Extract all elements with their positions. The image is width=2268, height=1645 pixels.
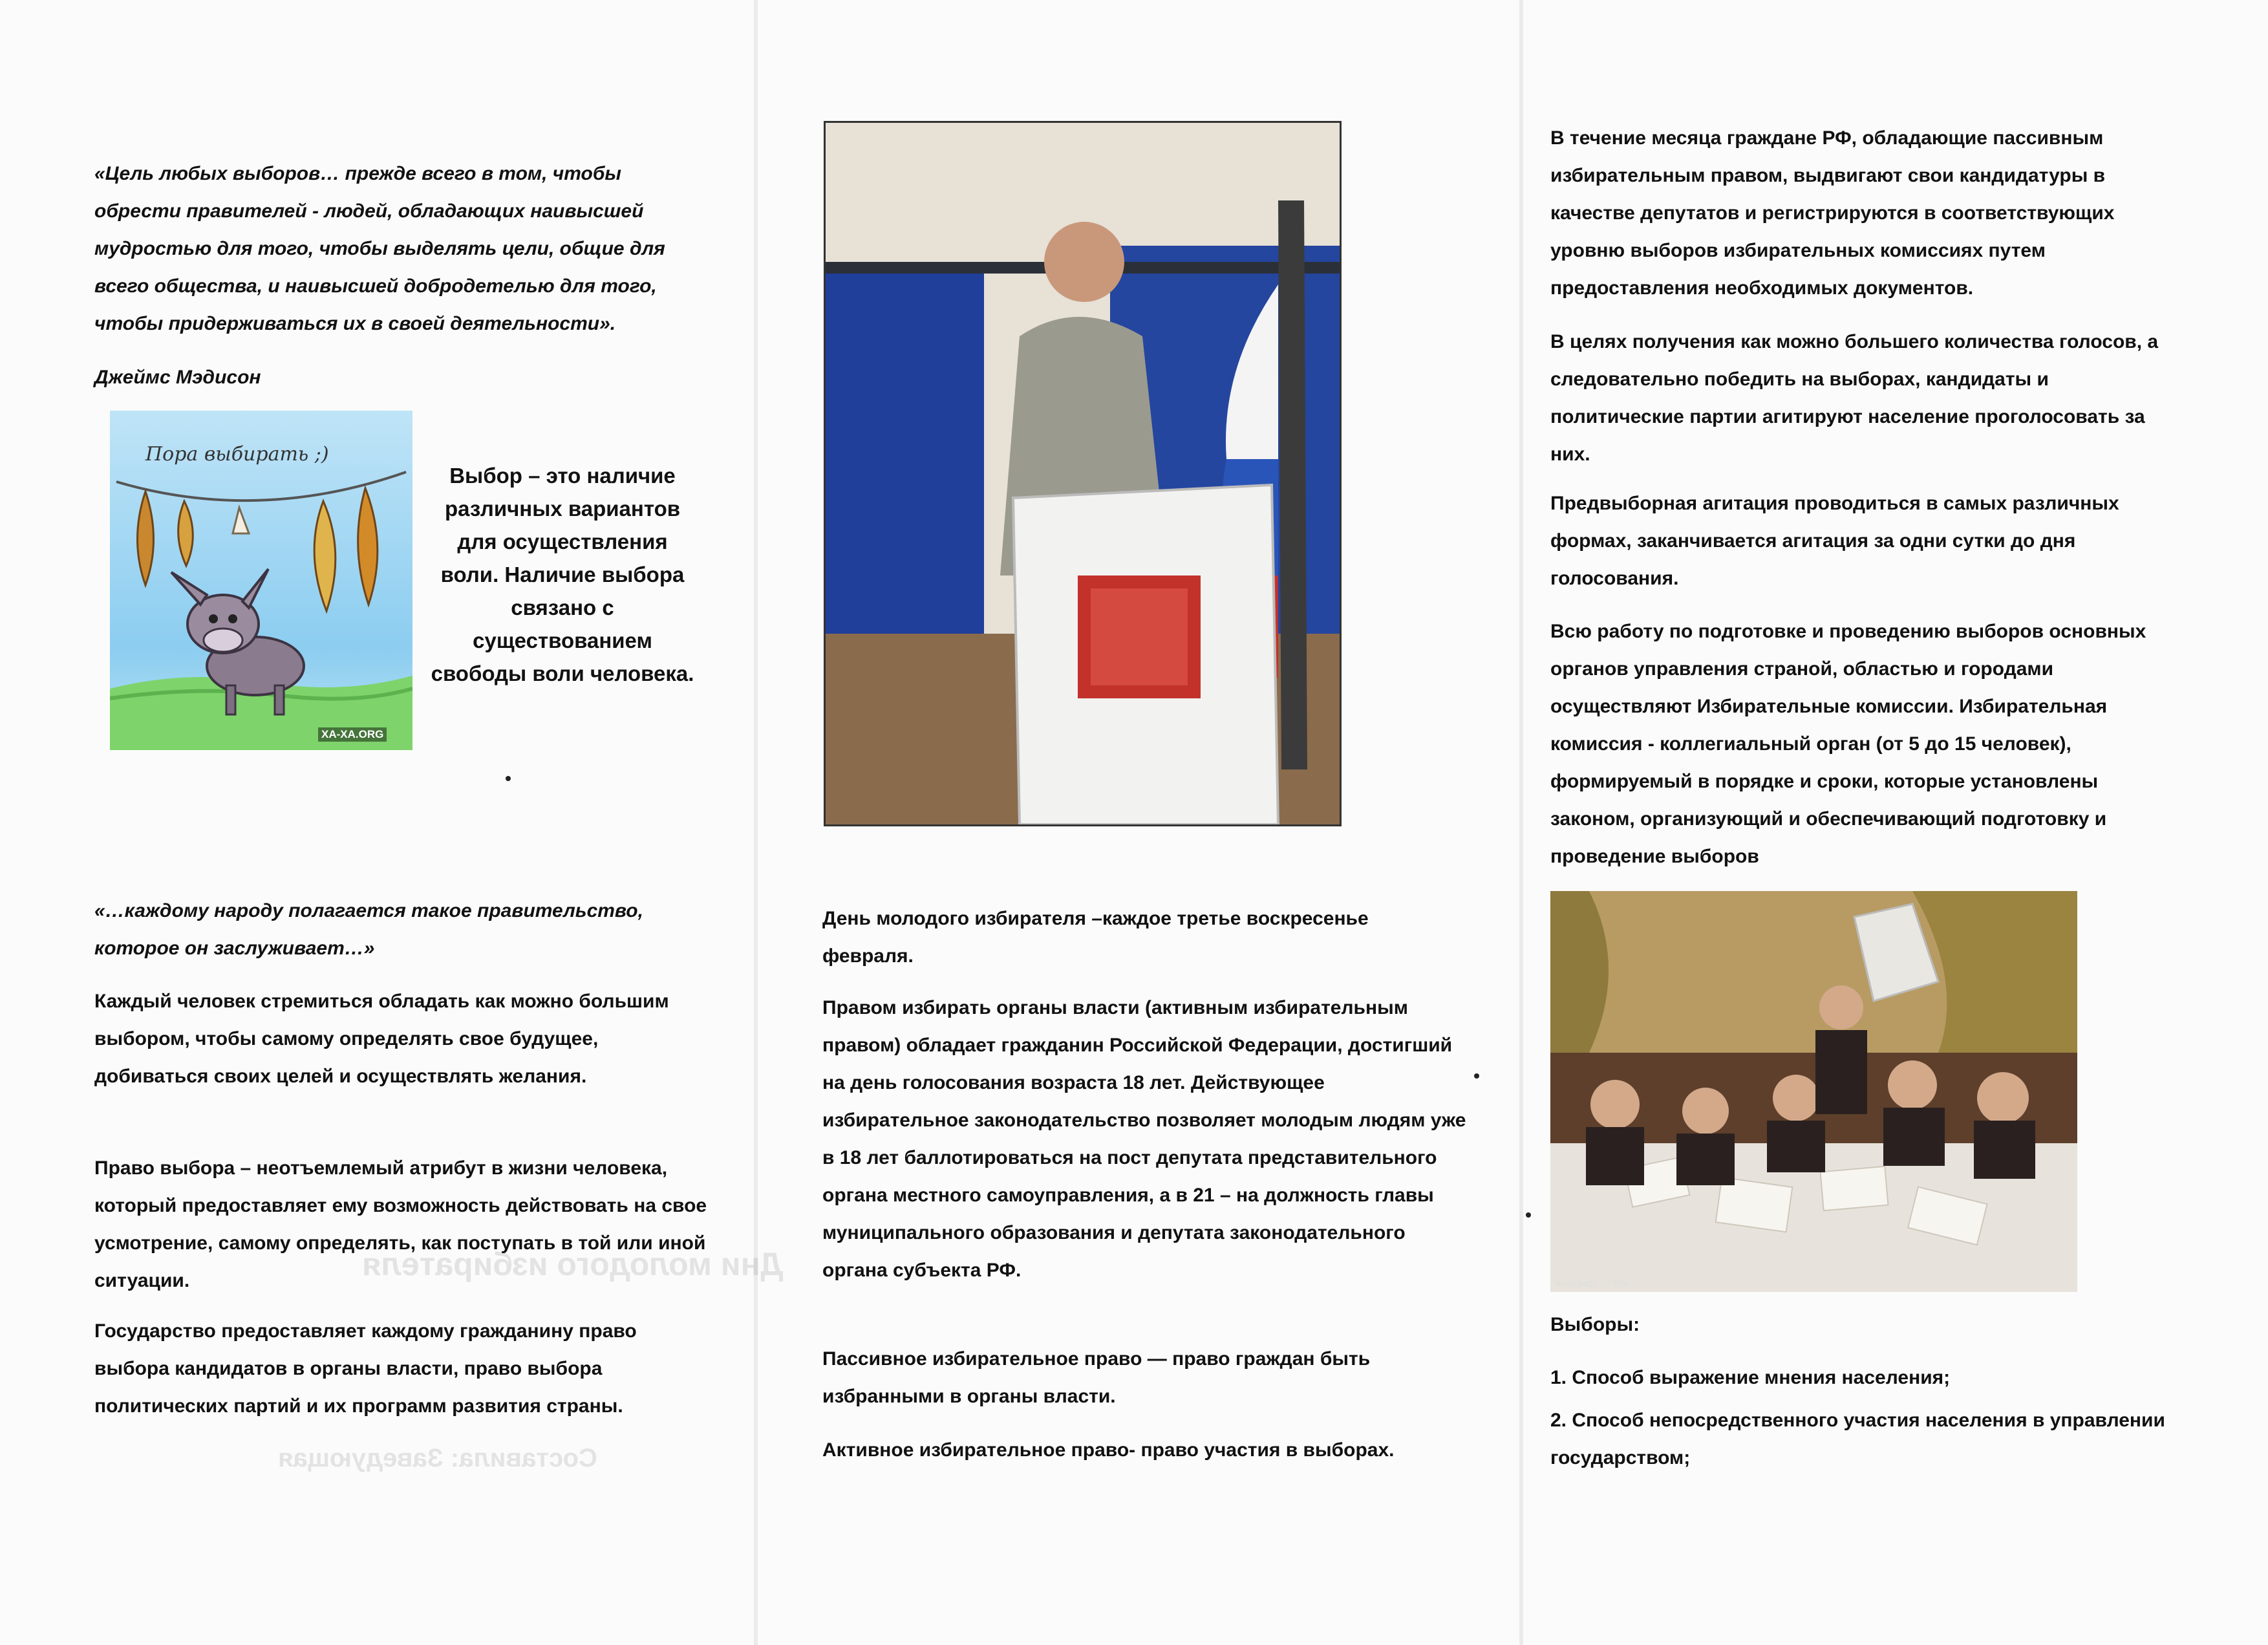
bleed-through-text: Дни молодого избирателя bbox=[362, 1246, 784, 1282]
elections-list-item: 1. Способ выражение мнения населения; bbox=[1550, 1367, 1951, 1388]
elections-heading: Выборы: bbox=[1550, 1314, 1640, 1335]
print-speck bbox=[1526, 1212, 1531, 1218]
right-paragraph-4: Всю работу по подготовке и проведению выборов основных органов управления страной, областью и городами осуществляют Избирательные комиссии. Избирательная комиссия - коллегиальный орган (от 5 до 15 человек), формируемый в порядке и сроки, которые установлены законом, организующий и обеспечивающий подготовку и проведение выборов bbox=[1550, 621, 2146, 867]
right-paragraph-2: В целях получения как можно большего количества голосов, а следовательно победить на выборах, кандидаты и политические партии агитируют население проголосовать за них. bbox=[1550, 331, 2159, 465]
fold-line-right bbox=[1519, 0, 1523, 1645]
voting-photo bbox=[824, 121, 1342, 826]
right-paragraph-3: Предвыборная агитация проводиться в самых различных формах, заканчивается агитация за одни сутки до дня голосования. bbox=[1550, 493, 2119, 589]
active-right-definition: Активное избирательное право- право участия в выборах. bbox=[822, 1439, 1395, 1461]
vote-counting-photo bbox=[1550, 891, 2077, 1292]
people-government-quote: «…каждому народу полагается такое правительство, которое он заслуживает…» bbox=[94, 900, 643, 959]
left-paragraph-2: Право выбора – неотъемлемый атрибут в жизни человека, который предоставляет ему возможность действовать на свое усмотрение, самому определять, как поступать в той или иной ситуации. bbox=[94, 1157, 707, 1291]
print-speck bbox=[1474, 1073, 1479, 1079]
passive-right-definition: Пассивное избирательное право — право граждан быть избранными в органы власти. bbox=[822, 1348, 1371, 1407]
left-paragraph-3: Государство предоставляет каждому гражданину право выбора кандидатов в органы власти, право выбора политических партий и их программ развития страны. bbox=[94, 1320, 637, 1417]
print-speck bbox=[506, 776, 511, 781]
elections-list-item: 2. Способ непосредственного участия населения в управлении государством; bbox=[1550, 1410, 2165, 1468]
young-voter-day: День молодого избирателя –каждое третье воскресенье февраля. bbox=[822, 908, 1369, 967]
left-paragraph-1: Каждый человек стремиться обладать как можно большим выбором, чтобы самому определять свое будущее, добиваться своих целей и осуществлять желания. bbox=[94, 991, 669, 1087]
cartoon-watermark: XA-XA.ORG bbox=[318, 727, 387, 742]
cartoon-caption: Пора выбирать ;) bbox=[145, 443, 329, 466]
choice-definition: Выбор – это наличие различных вариантов для осуществления воли. Наличие выбора связано с существованием свободы воли человека. bbox=[431, 464, 694, 685]
fold-line-left bbox=[754, 0, 758, 1645]
madison-quote-author: Джеймс Мэдисон bbox=[94, 367, 261, 388]
counting-photo-credit: Фотограф: ... / ЕРА bbox=[1556, 1278, 1629, 1288]
elections-list bbox=[1550, 1359, 2184, 1477]
right-paragraph-1: В течение месяца граждане РФ, обладающие пассивным избирательным правом, выдвигают свои кандидатуры в качестве депутатов и регистрируются в соответствующих уровню выборов избирательных комиссиях путем предоставления необходимых документов. bbox=[1550, 127, 2115, 299]
bleed-through-text: Составила: Заведующая bbox=[278, 1444, 597, 1472]
cartoon-donkey-image bbox=[110, 411, 412, 750]
active-right-paragraph: Правом избирать органы власти (активным избирательным правом) обладает гражданин Российской Федерации, достигший на день голосования возраста 18 лет. Действующее избирательное законодательство позволяет молодым людям уже в 18 лет баллотироваться на пост депутата представительного органа местного самоуправления, а в 21 – на должность главы муниципального образования и депутата законодательного органа субъекта РФ. bbox=[822, 997, 1466, 1281]
madison-quote: «Цель любых выборов… прежде всего в том, чтобы обрести правителей - людей, обладающих наивысшей мудростью для того, чтобы выделять цели, общие для всего общества, и наивысшей добродетелью для того, чтобы придерживаться их в своей деятельности». bbox=[94, 163, 665, 334]
